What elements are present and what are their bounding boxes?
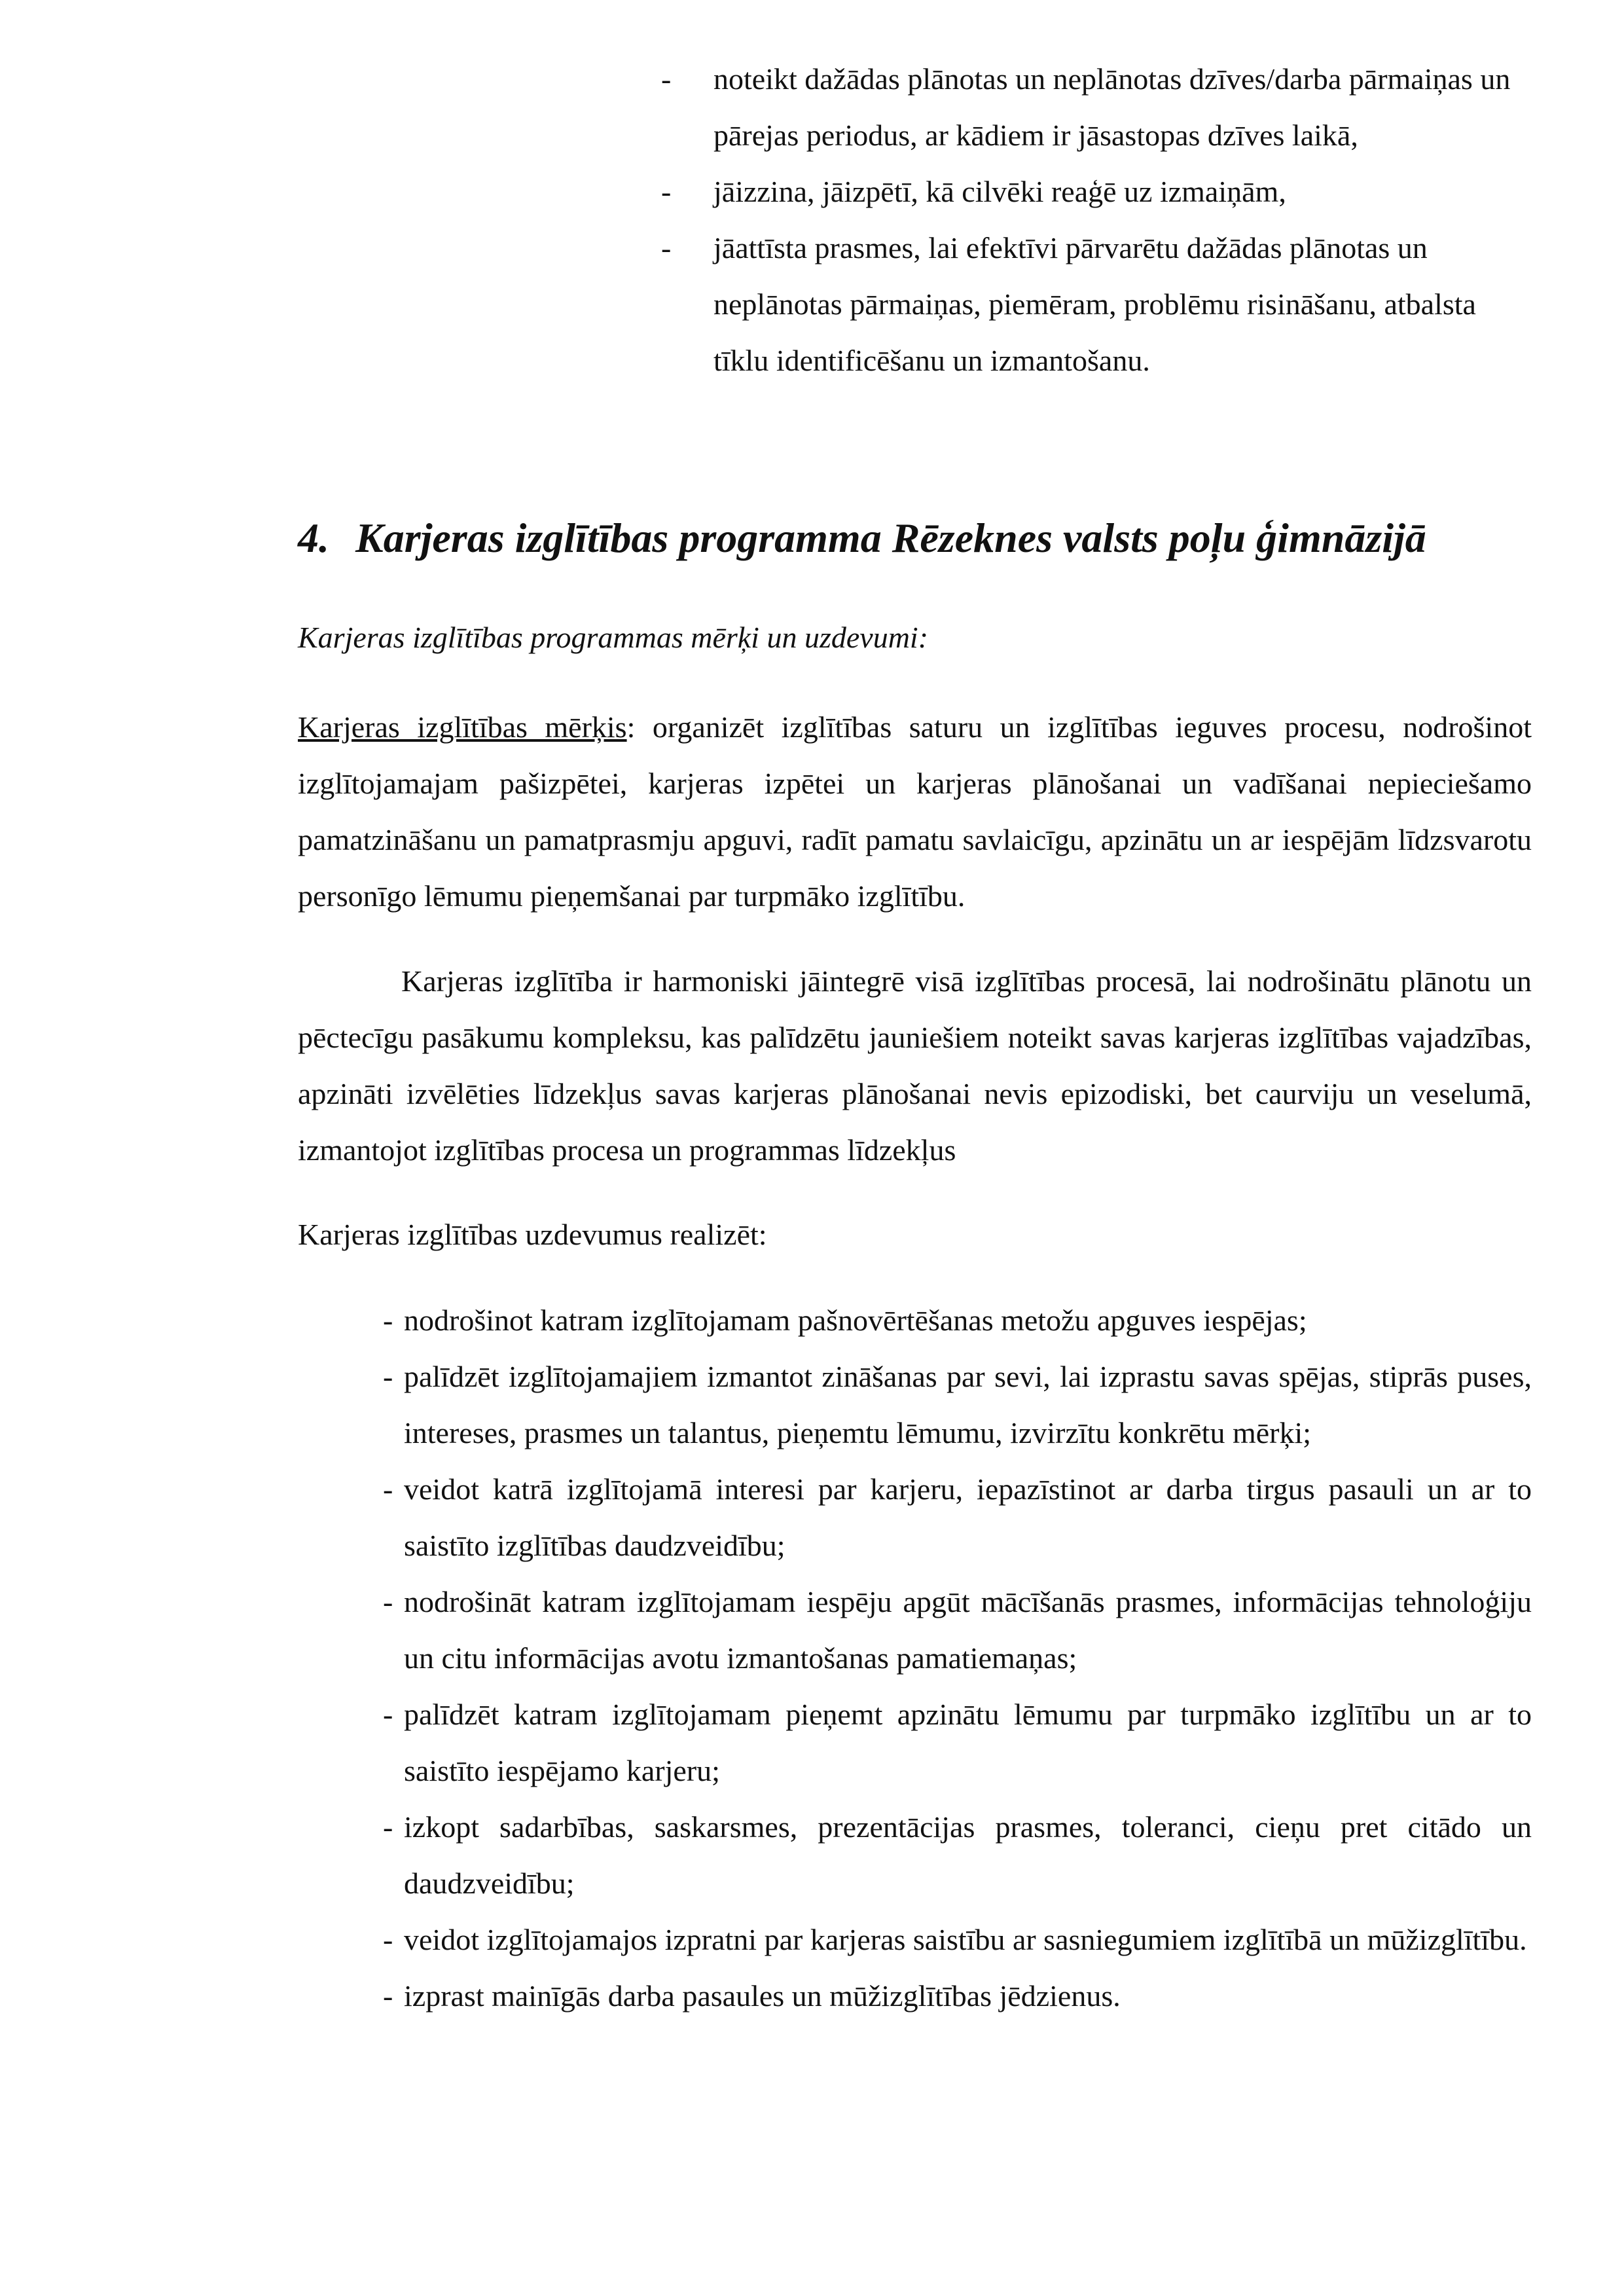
list-item: [383, 1912, 1532, 1968]
list-item-text: veidot katrā izglītojamā interesi par karjeru, iepazīstinot ar darba tirgus pasauli un ar to saistīto izglītības daudzveidību;: [404, 1472, 1532, 1562]
dash-bullet: -: [383, 1303, 393, 1337]
list-item-text: palīdzēt izglītojamajiem izmantot zināšanas par sevi, lai izprastu savas spējas, stiprās puses, intereses, prasmes un talantus, pieņemtu lēmumu, izvirzītu konkrētu mērķi;: [404, 1360, 1532, 1449]
dash-bullet: -: [661, 62, 672, 96]
list-item: [383, 1461, 1532, 1574]
list-item: [661, 51, 1532, 164]
section-title: Karjeras izglītības programma Rēzeknes valsts poļu ģimnāzijā: [355, 515, 1426, 561]
dash-bullet: -: [661, 175, 672, 208]
dash-bullet: -: [661, 231, 672, 264]
goal-text: : organizēt izglītības saturu un izglītības ieguves procesu, nodrošinot izglītojamajam pašizpētei, karjeras izpētei un karjeras plānošanai un vadīšanai nepieciešamo pamatzināšanu un pamatprasmju apguvi, radīt pamatu savlaicīgu, apzinātu un ar iespējām līdzsvarotu personīgo lēmumu pieņemšanai par turpmāko izglītību.: [298, 710, 1532, 913]
dash-bullet: -: [383, 1979, 393, 2013]
tasks-list: [383, 1292, 1532, 2024]
section-heading: [298, 512, 1542, 564]
dash-bullet: -: [383, 1923, 393, 1956]
list-item: [383, 1349, 1532, 1461]
dash-bullet: -: [383, 1585, 393, 1618]
goal-label: Karjeras izglītības mērķis: [298, 710, 627, 744]
list-item-text: izkopt sadarbības, saskarsmes, prezentācijas prasmes, toleranci, cieņu pret citādo un daudzveidību;: [404, 1810, 1532, 1900]
dash-bullet: -: [383, 1360, 393, 1393]
dash-bullet: -: [383, 1472, 393, 1506]
dash-bullet: -: [383, 1810, 393, 1844]
list-item-text: noteikt dažādas plānotas un neplānotas dzīves/darba pārmaiņas un pārejas periodus, ar kādiem ir jāsastopas dzīves laikā,: [713, 62, 1511, 152]
goal-paragraph: [298, 699, 1532, 924]
list-item-text: veidot izglītojamajos izpratni par karjeras saistību ar sasniegumiem izglītībā un mūžizglītību.: [404, 1923, 1527, 1956]
list-item: [661, 220, 1532, 389]
section-subtitle: Karjeras izglītības programmas mērķi un uzdevumi:: [298, 621, 929, 654]
list-item: [383, 1799, 1532, 1912]
list-item: [661, 164, 1532, 220]
list-item-text: jāizzina, jāizpētī, kā cilvēki reaģē uz izmaiņām,: [713, 175, 1286, 208]
list-item-text: palīdzēt katram izglītojamam pieņemt apzinātu lēmumu par turpmāko izglītību un ar to saistīto iespējamo karjeru;: [404, 1698, 1532, 1787]
integration-paragraph: Karjeras izglītība ir harmoniski jāintegrē visā izglītības procesā, lai nodrošinātu plānotu un pēctecīgu pasākumu kompleksu, kas palīdzētu jauniešiem noteikt savas karjeras izglītības vajadzības, apzināti izvēlēties līdzekļus savas karjeras plānošanai nevis epizodiski, bet caurviju un veselumā, izmantojot izglītības procesa un programmas līdzekļus: [298, 964, 1532, 1167]
list-item: [383, 1574, 1532, 1686]
list-item-text: nodrošinot katram izglītojamam pašnovērtēšanas metožu apguves iespējas;: [404, 1303, 1307, 1337]
section-number: 4.: [298, 515, 329, 561]
tasks-intro: Karjeras izglītības uzdevumus realizēt:: [298, 1218, 767, 1251]
list-item: [383, 1686, 1532, 1799]
list-item-text: izprast mainīgās darba pasaules un mūžizglītības jēdzienus.: [404, 1979, 1121, 2013]
list-item-text: jāattīsta prasmes, lai efektīvi pārvarētu dažādas plānotas un neplānotas pārmaiņas, piemēram, problēmu risināšanu, atbalsta tīklu identificēšanu un izmantošanu.: [713, 231, 1476, 377]
list-item: [383, 1292, 1532, 1349]
list-item: [383, 1968, 1532, 2024]
list-item-text: nodrošināt katram izglītojamam iespēju apgūt mācīšanās prasmes, informācijas tehnoloģiju un citu informācijas avotu izmantošanas pamatiemaņas;: [404, 1585, 1532, 1675]
dash-bullet: -: [383, 1698, 393, 1731]
top-bullet-list: [661, 51, 1532, 389]
